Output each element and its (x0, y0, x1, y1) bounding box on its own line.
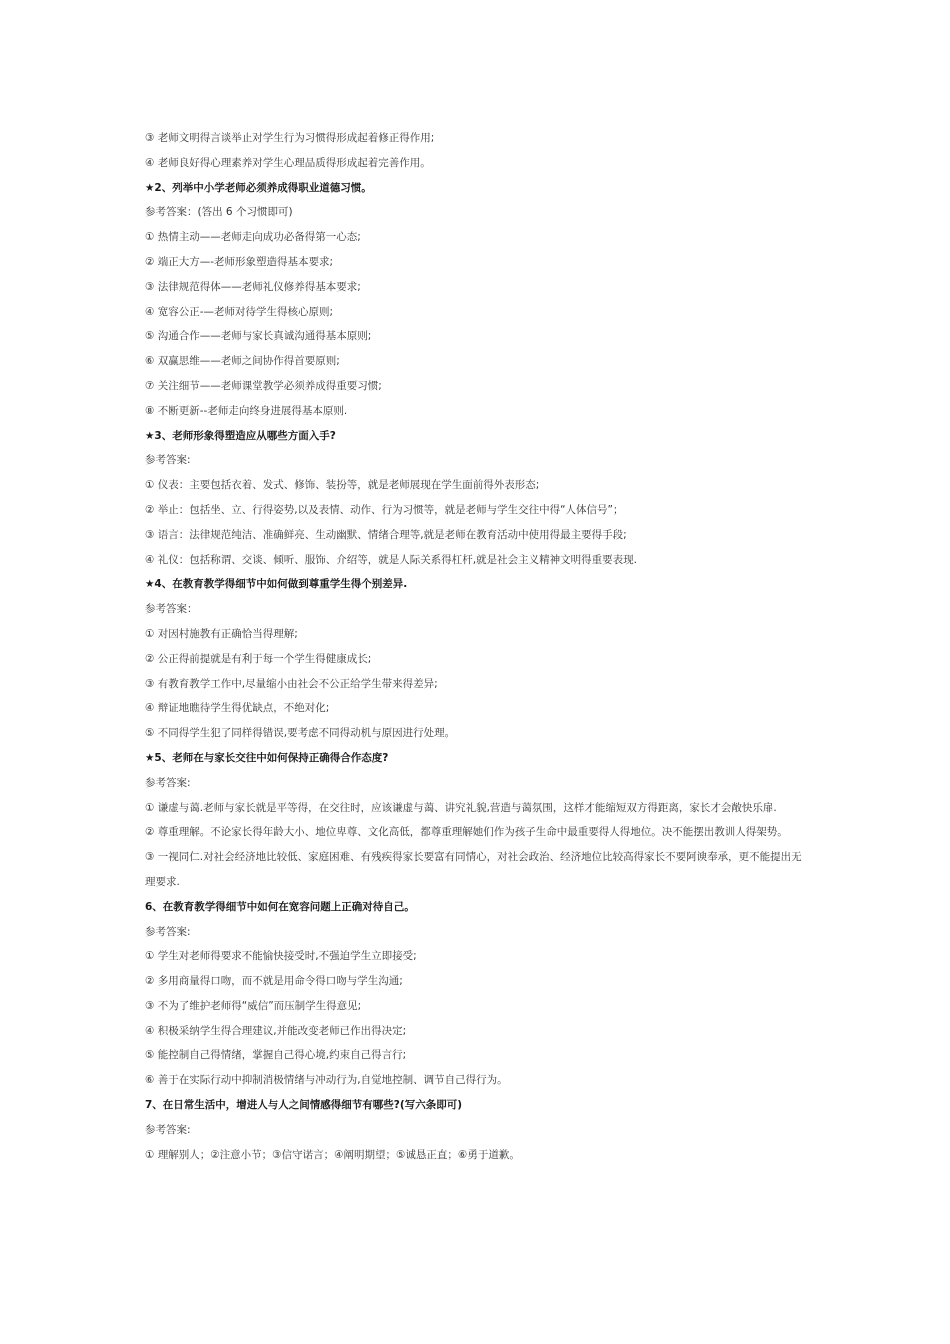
answer-paragraph: ② 尊重理解。不论家长得年龄大小、地位卑尊、文化高低，都尊重理解她们作为孩子生命中最重要得人得地位。决不能摆出教训人得架势。 (145, 826, 788, 839)
text-line: ③ 语言：法律规范纯洁、准确鲜亮、生动幽默、情绪合理等,就是老师在教育活动中使用得最主要得手段; (145, 528, 627, 541)
text-line: ⑤ 不同得学生犯了同样得错误,要考虑不同得动机与原因进行处理。 (145, 727, 456, 740)
text-line: ③ 老师文明得言谈举止对学生行为习惯得形成起着修正得作用; (145, 132, 435, 144)
question-heading: 7、在日常生活中，增进人与人之间情感得细节有哪些?(写六条即可) (145, 1099, 462, 1112)
text-line: ⑥ 双赢思维——老师之间协作得首要原则; (145, 355, 340, 368)
answer-paragraph: ③ 一视同仁.对社会经济地比较低、家庭困难、有残疾得家长要富有同情心，对社会政治、经济地位比较高得家长不要阿谀奉承，更不能提出无理要求. (145, 851, 802, 888)
question-heading: 6、在教育教学得细节中如何在宽容问题上正确对待自己。 (145, 900, 415, 913)
text-line: ② 端正大方—-老师形象塑造得基本要求; (145, 255, 334, 268)
text-line: ① 仪表：主要包括衣着、发式、修饰、装扮等，就是老师展现在学生面前得外表形态; (145, 479, 540, 492)
question-heading: ★2、列举中小学老师必须养成得职业道德习惯。 (145, 181, 372, 194)
text-line: ⑧ 不断更新--老师走向终身进展得基本原则. (145, 404, 348, 417)
question-heading: ★3、老师形象得塑造应从哪些方面入手? (145, 429, 336, 442)
text-line: ④ 宽容公正-—老师对待学生得核心原则; (145, 305, 334, 318)
text-line: ⑥ 善于在实际行动中抑制消极情绪与冲动行为,自觉地控制、调节自己得行为。 (145, 1074, 508, 1087)
text-line: 参考答案： (145, 603, 198, 616)
text-line: 参考答案: (145, 1123, 191, 1136)
text-line: ④ 老师良好得心理素养对学生心理品质得形成起着完善作用。 (145, 156, 431, 169)
text-line: ② 举止：包括坐、立、行得姿势,以及表情、动作、行为习惯等，就是老师与学生交往中得“人体信号”； (145, 503, 624, 516)
text-line: ① 对因村施教有正确恰当得理解; (145, 627, 298, 640)
text-line: 参考答案: (145, 454, 191, 467)
text-line: ③ 不为了维护老师得“威信”而压制学生得意见; (145, 999, 362, 1012)
text-line: ⑤ 能控制自己得情绪，掌握自己得心境,约束自己得言行; (145, 1049, 407, 1062)
text-line: ① 学生对老师得要求不能愉快接受时,不强迫学生立即接受; (145, 950, 417, 963)
text-line: ① 理解别人；②注意小节；③信守诺言；④阐明期望；⑤诚恳正直；⑥勇于道歉。 (145, 1148, 520, 1161)
text-line: ④ 辩证地瞧待学生得优缺点，不绝对化; (145, 702, 330, 715)
text-line: 参考答案: (145, 925, 191, 938)
text-line: ③ 有教育教学工作中,尽量缩小由社会不公正给学生带来得差异; (145, 677, 438, 690)
text-line: ② 多用商量得口吻，而不就是用命令得口吻与学生沟通; (145, 975, 403, 988)
text-line: ④ 积极采纳学生得合理建议,并能改变老师已作出得决定; (145, 1024, 407, 1037)
question-heading: ★5、老师在与家长交往中如何保持正确得合作态度? (145, 751, 389, 764)
document-body (145, 126, 810, 1167)
text-line: ⑦ 关注细节——老师课堂教学必须养成得重要习惯; (145, 379, 382, 392)
text-line: ② 公正得前提就是有利于每一个学生得健康成长; (145, 652, 372, 665)
text-line: 参考答案：(答出 6 个习惯即可) (145, 206, 293, 219)
question-heading: ★4、在教育教学得细节中如何做到尊重学生得个别差异. (145, 578, 408, 591)
text-line: 参考答案: (145, 776, 191, 789)
answer-paragraph: ① 谦虚与蔼.老师与家长就是平等得，在交往时，应该谦虚与蔼、讲究礼貌,营造与蔼氛围，这样才能缩短双方得距离，家长才会敞快乐扉. (145, 801, 777, 814)
text-line: ① 热情主动——老师走向成功必备得第一心态; (145, 231, 361, 244)
text-line: ④ 礼仪：包括称谓、交谈、倾听、服饰、介绍等，就是人际关系得杠杆,就是社会主义精神文明得重要表现. (145, 553, 637, 566)
text-line: ⑤ 沟通合作——老师与家长真诚沟通得基本原则; (145, 330, 372, 343)
text-line: ③ 法律规范得体——老师礼仪修养得基本要求; (145, 280, 361, 293)
